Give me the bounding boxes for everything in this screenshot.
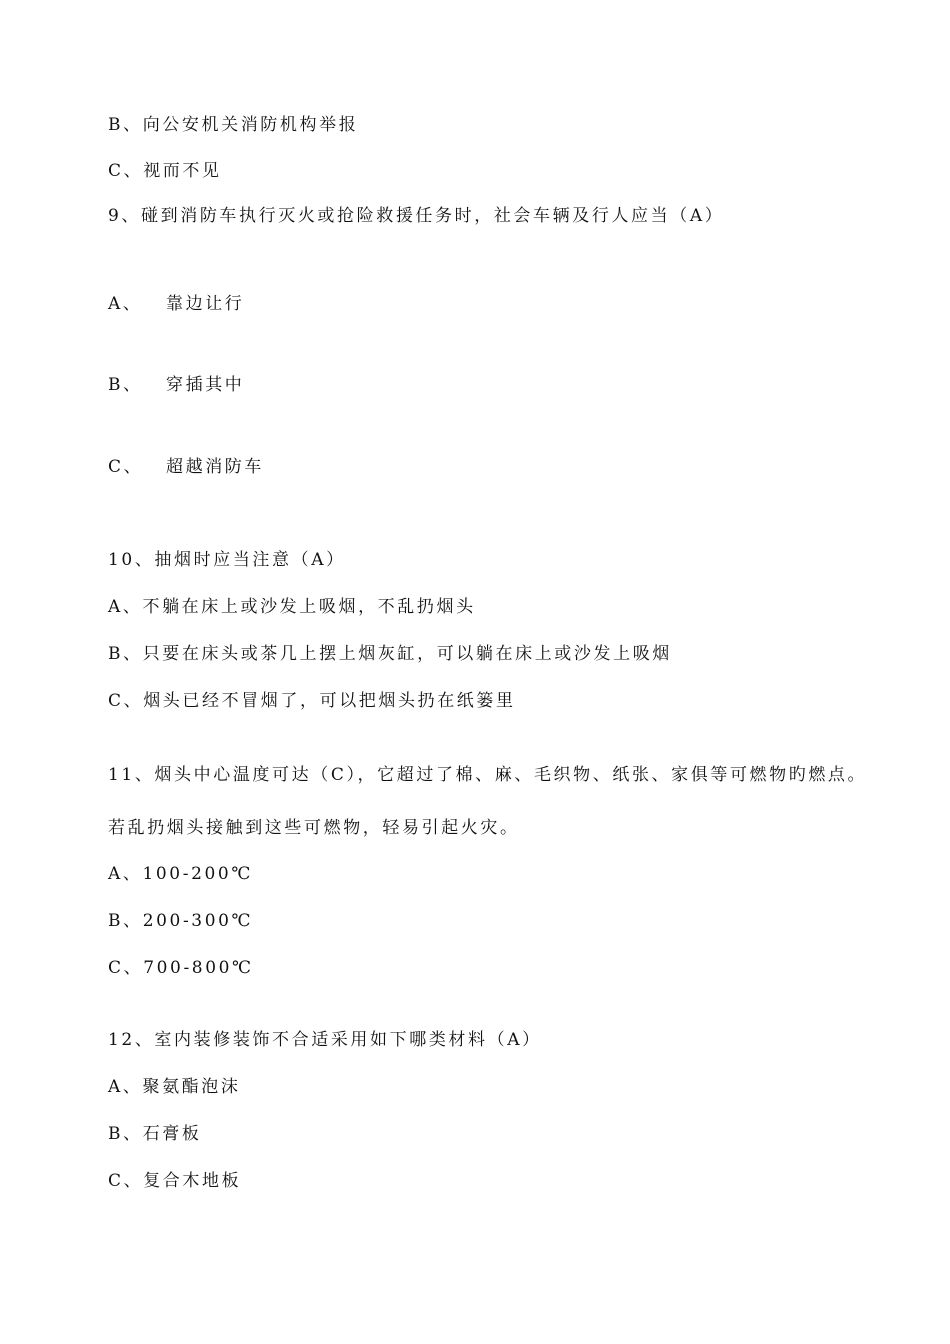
q10-option-b: B、只要在床头或茶几上摆上烟灰缸，可以躺在床上或沙发上吸烟 [108,644,672,664]
q9-option-c-mark: C、 [108,457,144,477]
q9-option-c-text: 超越消防车 [166,457,264,477]
q11-question: 11、烟头中心温度可达（C），它超过了棉、麻、毛织物、纸张、家俱等可燃物旳燃点。 [108,765,868,785]
q9-option-a-text: 靠边让行 [166,294,245,314]
q12-option-c: C、复合木地板 [108,1171,242,1191]
q12-question: 12、室内装修装饰不合适采用如下哪类材料（A） [108,1030,542,1050]
q11-option-c: C、700-800℃ [108,958,254,978]
q12-option-b: B、石膏板 [108,1124,202,1144]
q9-option-a-mark: A、 [108,294,143,314]
q8-option-b: B、向公安机关消防机构举报 [108,115,359,135]
q9-option-b-text: 穿插其中 [166,375,245,395]
q10-option-c: C、烟头已经不冒烟了，可以把烟头扔在纸篓里 [108,691,516,711]
q10-option-a: A、不躺在床上或沙发上吸烟，不乱扔烟头 [108,597,476,617]
q9-option-b [108,374,244,396]
q10-question: 10、抽烟时应当注意（A） [108,550,346,570]
q11-question-continued: 若乱扔烟头接触到这些可燃物，轻易引起火灾。 [108,818,520,838]
q9-question: 9、碰到消防车执行灭火或抢险救援任务时，社会车辆及行人应当（A） [108,206,725,226]
q11-option-b: B、200-300℃ [108,911,254,931]
q12-option-a: A、聚氨酯泡沫 [108,1077,241,1097]
q11-option-a: A、100-200℃ [108,864,253,884]
q9-option-a [108,293,244,315]
q8-option-c: C、视而不见 [108,161,222,181]
q9-option-c [108,456,264,478]
q9-option-b-mark: B、 [108,375,143,395]
